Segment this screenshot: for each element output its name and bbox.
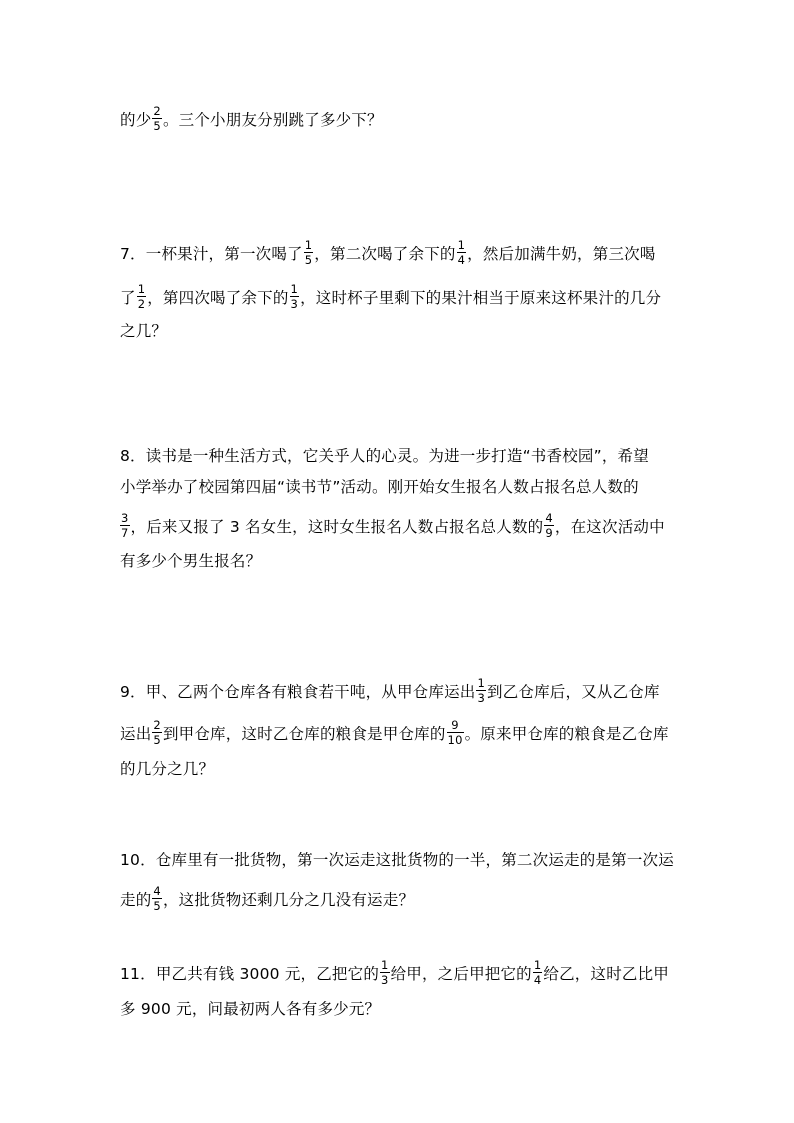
q11-text: 11．甲乙共有钱 3000 元，乙把它的	[120, 965, 380, 983]
q7-line-3	[120, 321, 167, 341]
q9-text: 到乙仓库后，又从乙仓库	[487, 683, 660, 701]
q8-line-1	[120, 446, 649, 466]
q9-fraction-1	[476, 677, 486, 704]
fraction-numerator: 1	[533, 958, 542, 972]
q9-text: 的几分之几？	[120, 760, 215, 778]
q9-line-1	[120, 676, 660, 705]
q9-line-2	[120, 718, 669, 747]
q7-line-1	[120, 238, 656, 267]
q11-line-2	[120, 999, 380, 1019]
q8-text: 小学举办了校园第四届“读书节”活动。刚开始女生报名人数占报名总人数的	[120, 478, 639, 496]
q7-text: ，然后加满牛奶，第三次喝	[467, 245, 656, 263]
q11-line-1	[120, 958, 670, 987]
q7-line-2	[120, 282, 662, 311]
fraction-numerator: 1	[304, 238, 313, 252]
fraction-denominator: 3	[381, 973, 389, 987]
q6-text: 的少	[120, 111, 152, 129]
fraction-denominator: 3	[290, 297, 299, 311]
fraction-denominator: 4	[457, 253, 466, 267]
q10-text: 10．仓库里有一批货物，第一次运走这批货物的一半，第二次运走的是第一次运	[120, 851, 674, 869]
fraction-numerator: 1	[381, 958, 389, 972]
fraction-numerator: 1	[477, 676, 485, 690]
fraction-denominator: 9	[545, 526, 553, 540]
fraction-denominator: 3	[477, 691, 485, 705]
q10-fraction-1	[152, 885, 162, 912]
q9-text: 到甲仓库，这时乙仓库的粮食是甲仓库的	[162, 725, 446, 743]
q7-text: 了	[120, 289, 136, 307]
q11-text: 给乙，这时乙比甲	[543, 965, 670, 983]
q10-text: 走的	[120, 891, 152, 909]
q6-fraction-1	[152, 105, 162, 132]
fraction-denominator: 7	[121, 526, 129, 540]
q6-line-1	[120, 104, 383, 133]
q9-text: 。原来甲仓库的粮食是乙仓库	[464, 725, 669, 743]
q8-text: ，后来又报了 3 名女生，这时女生报名人数占报名总人数的	[130, 518, 544, 536]
q11-text: 给甲，之后甲把它的	[390, 965, 532, 983]
q9-text: 运出	[120, 725, 152, 743]
q9-fraction-2	[152, 719, 162, 746]
fraction-denominator: 5	[304, 253, 313, 267]
q9-text: 9．甲、乙两个仓库各有粮食若干吨，从甲仓库运出	[120, 683, 476, 701]
fraction-numerator: 2	[153, 718, 161, 732]
fraction-numerator: 2	[153, 104, 161, 118]
q11-fraction-1	[380, 959, 390, 986]
fraction-numerator: 4	[153, 884, 161, 898]
q7-fraction-3	[137, 283, 147, 310]
fraction-denominator: 5	[153, 119, 161, 133]
fraction-numerator: 3	[121, 511, 129, 525]
q7-text: ，第二次喝了余下的	[314, 245, 456, 263]
q6-text: 。三个小朋友分别跳了多少下？	[162, 111, 383, 129]
q7-fraction-4	[290, 283, 300, 310]
fraction-denominator: 5	[153, 899, 161, 913]
fraction-denominator: 2	[137, 297, 146, 311]
fraction-numerator: 1	[290, 282, 299, 296]
q11-text: 多 900 元，问最初两人各有多少元？	[120, 1000, 381, 1018]
q10-line-1	[120, 850, 674, 870]
fraction-denominator: 4	[533, 973, 542, 987]
fraction-numerator: 4	[545, 511, 553, 525]
q7-text: ，这时杯子里剩下的果汁相当于原来这杯果汁的几分	[300, 289, 662, 307]
q8-line-4	[120, 551, 261, 571]
q8-text: ，在这次活动中	[554, 518, 665, 536]
q11-fraction-2	[533, 959, 543, 986]
fraction-denominator: 5	[153, 733, 161, 747]
fraction-denominator: 10	[447, 733, 463, 747]
q7-fraction-2	[457, 239, 467, 266]
q9-line-3	[120, 759, 214, 779]
q8-fraction-2	[544, 512, 554, 539]
q9-fraction-3	[447, 719, 464, 746]
q7-text: 之几？	[120, 322, 168, 340]
q8-fraction-1	[120, 512, 130, 539]
q7-fraction-1	[304, 239, 314, 266]
q8-text: 有多少个男生报名？	[120, 552, 262, 570]
q10-text: ，这批货物还剩几分之几没有运走？	[162, 891, 415, 909]
q8-line-2	[120, 477, 639, 497]
fraction-numerator: 1	[457, 238, 466, 252]
q10-line-2	[120, 884, 415, 913]
q8-line-3	[120, 511, 665, 540]
q8-text: 8．读书是一种生活方式，它关乎人的心灵。为进一步打造“书香校园”，希望	[120, 447, 649, 465]
fraction-numerator: 1	[137, 282, 146, 296]
q7-text: ，第四次喝了余下的	[147, 289, 289, 307]
q7-text: 7．一杯果汁，第一次喝了	[120, 245, 303, 263]
fraction-numerator: 9	[451, 718, 459, 732]
